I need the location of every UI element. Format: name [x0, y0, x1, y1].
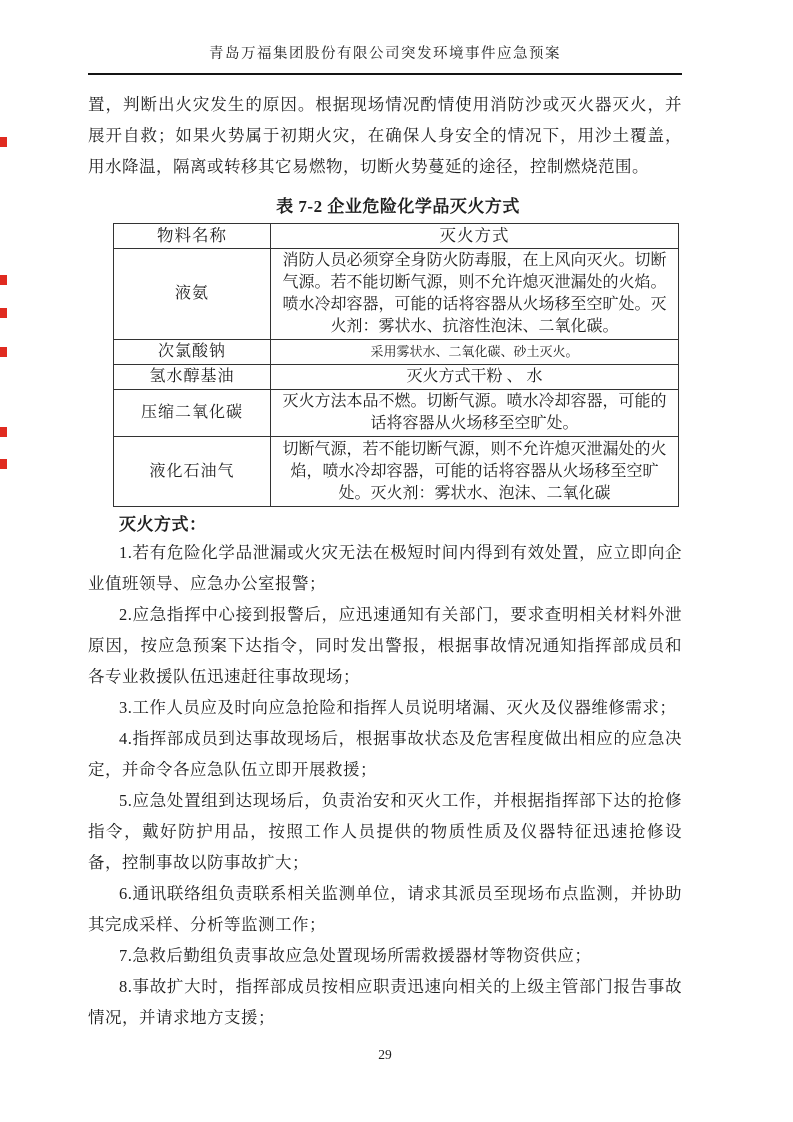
procedure-list-item: 8.事故扩大时，指挥部成员按相应职责迅速向相关的上级主管部门报告事故情况，并请求地方支援； [88, 977, 682, 1027]
procedure-list-item: 1.若有危险化学品泄漏或火灾无法在极短时间内得到有效处置，应立即向企业值班领导、应急办公室报警； [88, 543, 682, 593]
material-name-cell: 液化石油气 [114, 437, 271, 507]
procedure-list-item: 4.指挥部成员到达事故现场后，根据事故状态及危害程度做出相应的应急决定，并命令各应急队伍立即开展救援； [88, 729, 682, 779]
material-name-cell: 次氯酸钠 [114, 340, 271, 365]
red-edge-mark [0, 459, 7, 469]
procedure-list [88, 537, 682, 1033]
procedure-list-item: 6.通讯联络组负责联系相关监测单位，请求其派员至现场布点监测，并协助其完成采样、分析等监测工作； [88, 884, 682, 934]
red-edge-mark [0, 137, 7, 147]
table-title: 表 7-2 企业危险化学品灭火方式 [276, 197, 520, 216]
procedure-list-item: 2.应急指挥中心接到报警后，应迅速通知有关部门，要求查明相关材料外泄原因，按应急预案下达指令，同时发出警报，根据事故情况通知指挥部成员和各专业救援队伍迅速赶往事故现场； [88, 605, 682, 686]
extinguish-method-cell: 消防人员必须穿全身防火防毒服，在上风向灭火。切断气源。若不能切断气源，则不允许熄灭泄漏处的火焰。喷水冷却容器，可能的话将容器从火场移至空旷处。灭火剂：雾状水、抗溶性泡沫、二氧化碳。 [271, 249, 679, 340]
extinguish-method-cell: 灭火方式干粉 、 水 [271, 365, 679, 390]
page-number: 29 [378, 1047, 392, 1062]
extinguish-method-table [113, 223, 679, 507]
procedure-list-item: 3.工作人员应及时向应急抢险和指挥人员说明堵漏、灭火及仪器维修需求； [119, 698, 677, 717]
extinguish-method-cell: 灭火方法本品不燃。切断气源。喷水冷却容器，可能的话将容器从火场移至空旷处。 [271, 390, 679, 437]
table-header-row [114, 224, 679, 249]
material-name-cell: 液氨 [114, 249, 271, 340]
table-row [114, 437, 679, 507]
section-heading: 灭火方式： [119, 515, 207, 534]
material-name-cell: 氢水醇基油 [114, 365, 271, 390]
red-edge-mark [0, 427, 7, 437]
material-name-cell: 压缩二氧化碳 [114, 390, 271, 437]
procedure-list-item: 5.应急处置组到达现场后，负责治安和灭火工作，并根据指挥部下达的抢修指令，戴好防护用品，按照工作人员提供的物质性质及仪器特征迅速抢修设备，控制事故以防事故扩大； [88, 791, 682, 872]
column-header-material: 物料名称 [114, 224, 271, 249]
red-edge-mark [0, 275, 7, 285]
table-row [114, 365, 679, 390]
table-body [114, 249, 679, 507]
intro-paragraph: 置，判断出火灾发生的原因。根据现场情况酌情使用消防沙或灭火器灭火，并展开自救；如果火势属于初期火灾，在确保人身安全的情况下，用沙土覆盖，用水降温，隔离或转移其它易燃物，切断火势蔓延的途径，控制燃烧范围。 [88, 95, 682, 176]
red-edge-mark [0, 347, 7, 357]
column-header-method: 灭火方式 [271, 224, 679, 249]
table-row [114, 249, 679, 340]
page-header [88, 45, 682, 75]
table-row [114, 390, 679, 437]
procedure-list-item: 7.急救后勤组负责事故应急处置现场所需救援器材等物资供应； [119, 946, 592, 965]
table-row [114, 340, 679, 365]
red-edge-mark [0, 308, 7, 318]
extinguish-method-cell: 采用雾状水、二氧化碳、砂土灭火。 [271, 340, 679, 365]
extinguish-method-cell: 切断气源，若不能切断气源，则不允许熄灭泄漏处的火焰，喷水冷却容器，可能的话将容器从火场移至空旷处。灭火剂：雾状水、泡沫、二氧化碳 [271, 437, 679, 507]
document-title: 青岛万福集团股份有限公司突发环境事件应急预案 [209, 46, 561, 62]
